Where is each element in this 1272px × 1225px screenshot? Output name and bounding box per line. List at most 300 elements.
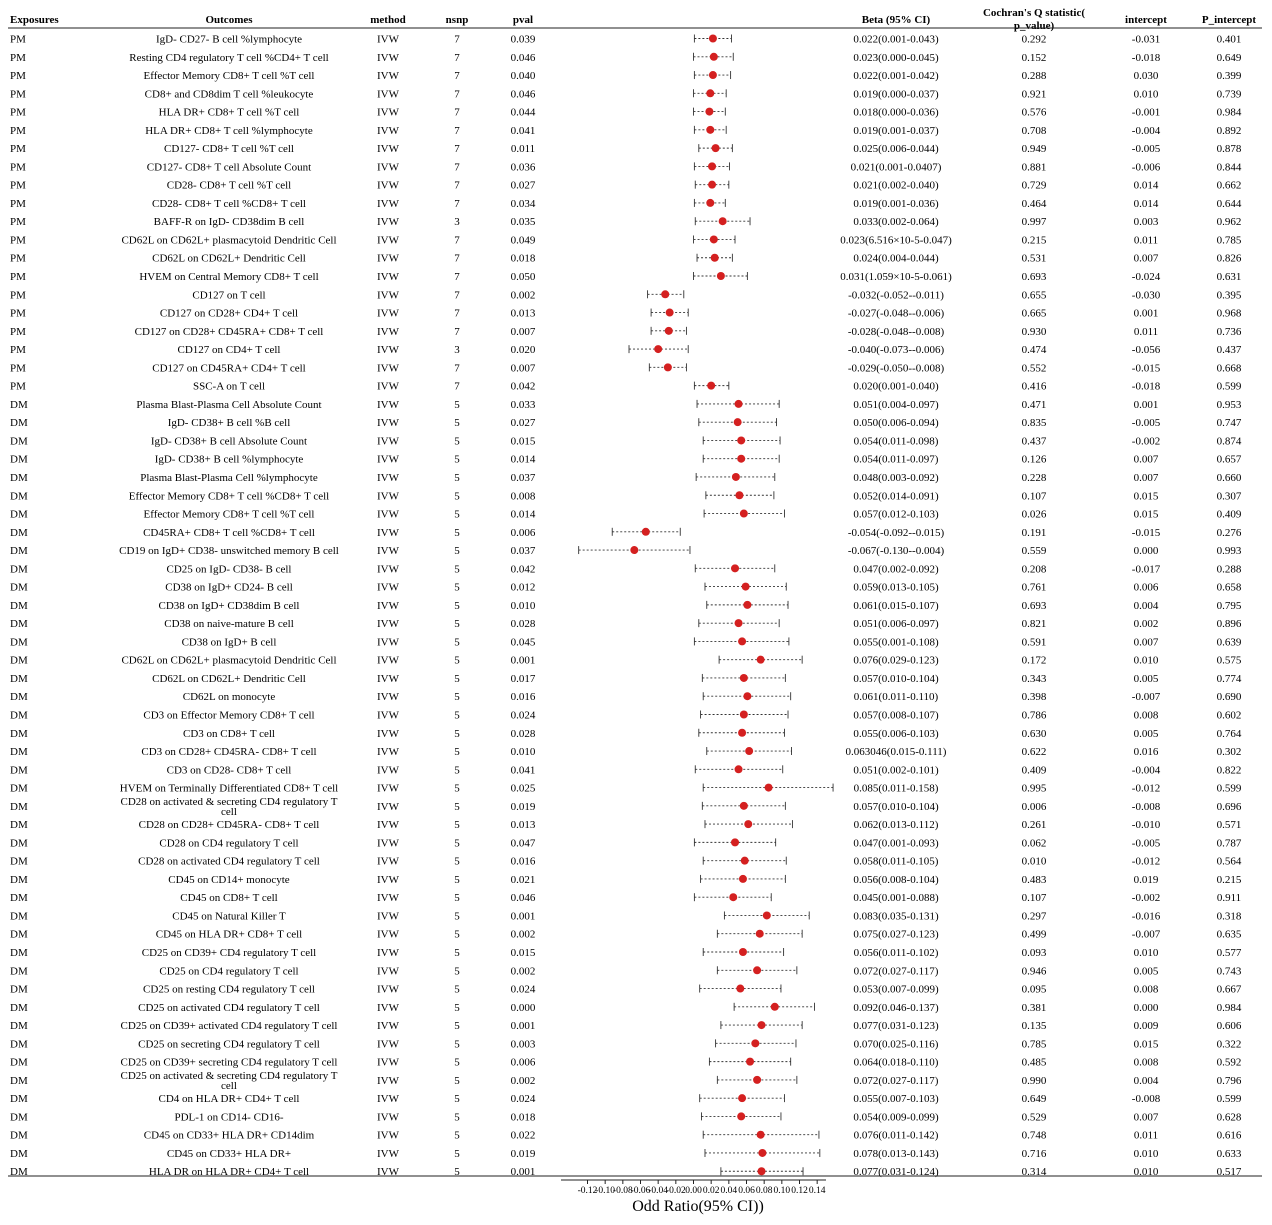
cell-p-intercept: 0.668 xyxy=(1216,362,1242,375)
cell-intercept: -0.015 xyxy=(1131,526,1161,539)
cell-intercept: -0.006 xyxy=(1131,161,1161,174)
cell-pval: 0.018 xyxy=(510,1111,536,1124)
cell-nsnp: 5 xyxy=(454,782,460,795)
cell-nsnp: 5 xyxy=(454,892,460,905)
cell-p-intercept: 0.649 xyxy=(1216,51,1242,64)
cell-exposure: DM xyxy=(10,910,28,923)
table-row xyxy=(10,234,1242,246)
cell-pval: 0.001 xyxy=(510,1020,536,1033)
cell-exposure: DM xyxy=(10,545,28,558)
cell-beta-ci: 0.062(0.013-0.112) xyxy=(853,819,939,832)
cell-exposure: PM xyxy=(10,380,26,393)
table-header xyxy=(8,7,1262,32)
cell-method: IVW xyxy=(377,33,399,46)
cell-p-intercept: 0.577 xyxy=(1216,947,1242,959)
cell-cochran-q: 0.215 xyxy=(1021,234,1047,247)
cell-exposure: PM xyxy=(10,197,26,210)
cell-exposure: DM xyxy=(10,873,28,886)
cell-beta-ci: 0.057(0.010-0.104) xyxy=(853,800,939,813)
cell-method: IVW xyxy=(377,417,399,430)
header-pval: pval xyxy=(512,14,534,26)
cell-method: IVW xyxy=(377,70,399,83)
cell-pval: 0.002 xyxy=(510,1074,536,1087)
cell-method: IVW xyxy=(377,746,399,759)
cell-intercept: -0.012 xyxy=(1131,782,1161,795)
cell-method: IVW xyxy=(377,800,399,813)
cell-p-intercept: 0.657 xyxy=(1216,453,1242,466)
cell-exposure: PM xyxy=(10,325,26,338)
cell-outcome: CD25 on secreting CD4 regulatory T cell xyxy=(138,1038,320,1051)
cell-outcome-cont: cell xyxy=(221,805,237,818)
cell-pval: 0.034 xyxy=(510,197,536,210)
cell-nsnp: 5 xyxy=(454,599,460,612)
cell-p-intercept: 0.743 xyxy=(1216,965,1242,978)
cell-exposure: DM xyxy=(10,1147,28,1160)
cell-beta-ci: -0.027(-0.048--0.006) xyxy=(847,307,945,320)
point-estimate xyxy=(738,729,746,737)
cell-exposure: DM xyxy=(10,1093,28,1106)
cell-cochran-q: 0.409 xyxy=(1021,764,1047,777)
cell-intercept: 0.011 xyxy=(1133,325,1159,338)
cell-pval: 0.028 xyxy=(510,618,536,631)
table-row xyxy=(10,582,1242,594)
cell-exposure: DM xyxy=(10,435,28,448)
header-p-intercept: P_intercept xyxy=(1201,14,1257,26)
point-estimate xyxy=(735,619,743,627)
cell-cochran-q: 0.591 xyxy=(1021,636,1047,649)
cell-nsnp: 5 xyxy=(454,1147,460,1160)
cell-p-intercept: 0.599 xyxy=(1216,1093,1242,1106)
cell-p-intercept: 0.401 xyxy=(1216,33,1242,46)
table-row xyxy=(10,874,1242,886)
point-estimate xyxy=(664,363,672,371)
header-exposures: Exposures xyxy=(10,14,59,26)
cell-exposure: PM xyxy=(10,179,26,192)
cell-nsnp: 5 xyxy=(454,453,460,466)
cell-p-intercept: 0.739 xyxy=(1216,88,1242,101)
cell-pval: 0.013 xyxy=(510,307,536,320)
table-row xyxy=(10,70,1242,82)
cell-method: IVW xyxy=(377,307,399,320)
cell-exposure: PM xyxy=(10,362,26,375)
cell-beta-ci: 0.054(0.009-0.099) xyxy=(853,1111,939,1124)
cell-outcome: CD45 on CD33+ HLA DR+ CD14dim xyxy=(143,1129,315,1142)
cell-intercept: -0.002 xyxy=(1131,435,1161,448)
point-estimate xyxy=(745,747,753,755)
cell-nsnp: 7 xyxy=(454,179,460,192)
cell-nsnp: 5 xyxy=(454,764,460,777)
cell-beta-ci: 0.058(0.011-0.105) xyxy=(853,855,939,868)
cell-cochran-q: 0.716 xyxy=(1021,1147,1047,1160)
cell-intercept: 0.016 xyxy=(1133,746,1159,759)
table-row xyxy=(10,746,1241,758)
cell-pval: 0.025 xyxy=(510,782,536,795)
cell-pval: 0.001 xyxy=(510,654,536,667)
cell-exposure: DM xyxy=(10,764,28,777)
table-row xyxy=(10,253,1242,265)
cell-nsnp: 7 xyxy=(454,234,460,247)
cell-method: IVW xyxy=(377,471,399,484)
cell-nsnp: 5 xyxy=(454,636,460,649)
cell-cochran-q: 0.107 xyxy=(1021,490,1047,503)
table-row xyxy=(10,417,1242,429)
cell-intercept: 0.005 xyxy=(1133,965,1159,978)
cell-cochran-q: 0.995 xyxy=(1021,782,1047,795)
header-beta: Beta (95% CI) xyxy=(861,14,931,26)
table-row xyxy=(10,198,1242,210)
cell-intercept: 0.000 xyxy=(1133,545,1159,558)
cell-intercept: -0.005 xyxy=(1131,417,1161,430)
cell-beta-ci: 0.053(0.007-0.099) xyxy=(853,983,939,996)
table-row xyxy=(10,892,1241,904)
cell-p-intercept: 0.635 xyxy=(1216,928,1242,941)
table-row xyxy=(10,764,1241,776)
table-row xyxy=(10,1093,1242,1105)
cell-cochran-q: 0.748 xyxy=(1021,1129,1047,1142)
cell-outcome: CD127 on CD28+ CD45RA+ CD8+ T cell xyxy=(134,325,324,338)
cell-exposure: DM xyxy=(10,508,28,521)
cell-exposure: DM xyxy=(10,398,28,411)
cell-nsnp: 5 xyxy=(454,417,460,430)
cell-pval: 0.001 xyxy=(510,1166,536,1179)
cell-p-intercept: 0.399 xyxy=(1216,70,1242,83)
header-cochran-q-line1: Cochran's Q statistic( xyxy=(982,7,1086,19)
cell-exposure: DM xyxy=(10,563,28,576)
cell-p-intercept: 0.606 xyxy=(1216,1020,1242,1033)
cell-nsnp: 5 xyxy=(454,965,460,978)
table-row xyxy=(10,271,1241,283)
cell-intercept: 0.011 xyxy=(1133,1129,1159,1142)
point-estimate xyxy=(732,473,740,481)
cell-cochran-q: 0.529 xyxy=(1021,1111,1047,1124)
cell-cochran-q: 0.990 xyxy=(1021,1074,1047,1087)
cell-exposure: PM xyxy=(10,307,26,320)
header-nsnp: nsnp xyxy=(445,14,469,26)
cell-beta-ci: 0.072(0.027-0.117) xyxy=(853,965,939,978)
cell-exposure: DM xyxy=(10,1020,28,1033)
cell-p-intercept: 0.322 xyxy=(1216,1038,1242,1051)
cell-cochran-q: 0.026 xyxy=(1021,508,1047,521)
cell-pval: 0.036 xyxy=(510,161,536,174)
cell-outcome: HLA DR on HLA DR+ CD4+ T cell xyxy=(148,1166,310,1179)
cell-beta-ci: 0.077(0.031-0.124) xyxy=(853,1166,939,1179)
cell-pval: 0.014 xyxy=(510,453,536,466)
cell-p-intercept: 0.575 xyxy=(1216,654,1242,667)
table-row xyxy=(10,490,1242,502)
cell-cochran-q: 0.499 xyxy=(1021,928,1047,941)
table-row xyxy=(10,1057,1241,1069)
point-estimate xyxy=(771,1003,779,1011)
cell-method: IVW xyxy=(377,179,399,192)
cell-beta-ci: 0.022(0.001-0.043) xyxy=(853,33,939,46)
cell-outcome: HLA DR+ CD8+ T cell %T cell xyxy=(158,106,300,119)
cell-beta-ci: -0.040(-0.073--0.006) xyxy=(847,344,945,357)
point-estimate xyxy=(740,710,748,718)
cell-beta-ci: 0.057(0.008-0.107) xyxy=(853,709,939,722)
cell-beta-ci: 0.054(0.011-0.098) xyxy=(853,435,939,448)
cell-beta-ci: 0.054(0.011-0.097) xyxy=(853,453,939,466)
x-tick-label: 0.02 xyxy=(702,1186,720,1196)
point-estimate xyxy=(709,35,717,43)
cell-outcome: Plasma Blast-Plasma Cell Absolute Count xyxy=(136,398,322,411)
point-estimate xyxy=(756,930,764,938)
point-estimate xyxy=(735,400,743,408)
cell-intercept: 0.011 xyxy=(1133,234,1159,247)
cell-nsnp: 5 xyxy=(454,819,460,832)
cell-outcome: CD28 on activated & secreting CD4 regulatory T xyxy=(120,795,338,808)
cell-cochran-q: 0.006 xyxy=(1021,800,1047,813)
cell-exposure: DM xyxy=(10,526,28,539)
cell-outcome: CD45 on CD8+ T cell xyxy=(180,892,278,905)
cell-p-intercept: 0.599 xyxy=(1216,782,1242,795)
cell-outcome: CD3 on CD28+ CD45RA- CD8+ T cell xyxy=(141,746,317,759)
cell-intercept: 0.010 xyxy=(1133,1147,1159,1160)
cell-pval: 0.041 xyxy=(510,764,536,777)
cell-p-intercept: 0.774 xyxy=(1216,672,1242,685)
point-estimate xyxy=(757,656,765,664)
cell-outcome: IgD- CD27- B cell %lymphocyte xyxy=(155,33,303,46)
cell-exposure: DM xyxy=(10,654,28,667)
cell-pval: 0.045 xyxy=(510,636,536,649)
cell-method: IVW xyxy=(377,947,399,959)
point-estimate xyxy=(753,1076,761,1084)
cell-pval: 0.007 xyxy=(510,325,536,338)
cell-cochran-q: 0.292 xyxy=(1021,33,1047,46)
table-row xyxy=(10,161,1242,173)
cell-p-intercept: 0.785 xyxy=(1216,234,1242,247)
cell-pval: 0.028 xyxy=(510,727,536,740)
cell-nsnp: 7 xyxy=(454,143,460,156)
cell-exposure: DM xyxy=(10,1111,28,1124)
cell-pval: 0.011 xyxy=(510,143,536,156)
cell-p-intercept: 0.795 xyxy=(1216,599,1242,612)
table-row xyxy=(10,527,1242,539)
cell-intercept: 0.008 xyxy=(1133,1056,1159,1069)
cell-pval: 0.003 xyxy=(510,1038,536,1051)
cell-intercept: -0.010 xyxy=(1131,819,1161,832)
cell-intercept: -0.056 xyxy=(1131,344,1161,357)
cell-beta-ci: 0.085(0.011-0.158) xyxy=(853,782,939,795)
cell-nsnp: 5 xyxy=(454,928,460,941)
cell-outcome: CD19 on IgD+ CD38- unswitched memory B cell xyxy=(119,545,339,558)
cell-cochran-q: 0.630 xyxy=(1021,727,1047,740)
cell-cochran-q: 0.559 xyxy=(1021,545,1047,558)
cell-outcome: CD45 on Natural Killer T xyxy=(172,910,286,923)
cell-exposure: DM xyxy=(10,453,28,466)
cell-method: IVW xyxy=(377,1038,399,1051)
point-estimate xyxy=(719,217,727,225)
cell-nsnp: 5 xyxy=(454,1129,460,1142)
point-estimate xyxy=(735,765,743,773)
cell-intercept: 0.002 xyxy=(1133,618,1159,631)
cell-method: IVW xyxy=(377,435,399,448)
table-row xyxy=(10,1020,1242,1032)
cell-cochran-q: 0.785 xyxy=(1021,1038,1047,1051)
cell-exposure: DM xyxy=(10,800,28,813)
cell-nsnp: 5 xyxy=(454,691,460,704)
cell-pval: 0.044 xyxy=(510,106,536,119)
cell-intercept: 0.014 xyxy=(1133,197,1159,210)
cell-intercept: 0.007 xyxy=(1133,1111,1159,1124)
cell-exposure: DM xyxy=(10,1038,28,1051)
cell-outcome: BAFF-R on IgD- CD38dim B cell xyxy=(153,216,305,229)
cell-p-intercept: 0.878 xyxy=(1216,143,1242,156)
cell-exposure: DM xyxy=(10,636,28,649)
cell-beta-ci: 0.063046(0.015-0.111) xyxy=(845,746,947,759)
cell-nsnp: 5 xyxy=(454,672,460,685)
cell-pval: 0.027 xyxy=(510,179,536,192)
cell-beta-ci: -0.029(-0.050--0.008) xyxy=(847,362,945,375)
cell-nsnp: 7 xyxy=(454,289,460,302)
cell-pval: 0.024 xyxy=(510,983,536,996)
cell-cochran-q: 0.552 xyxy=(1021,362,1047,375)
cell-nsnp: 5 xyxy=(454,837,460,850)
cell-exposure: PM xyxy=(10,271,26,284)
cell-exposure: DM xyxy=(10,892,28,905)
cell-intercept: -0.007 xyxy=(1131,928,1161,941)
cell-pval: 0.027 xyxy=(510,417,536,430)
cell-method: IVW xyxy=(377,234,399,247)
cell-outcome: Effector Memory CD8+ T cell %T cell xyxy=(143,70,315,83)
table-row xyxy=(10,636,1242,648)
header-outcomes: Outcomes xyxy=(205,14,253,26)
cell-outcome: CD25 on CD4 regulatory T cell xyxy=(159,965,299,978)
cell-intercept: 0.015 xyxy=(1133,508,1159,521)
cell-exposure: DM xyxy=(10,1001,28,1014)
point-estimate xyxy=(753,966,761,974)
cell-cochran-q: 0.288 xyxy=(1021,70,1047,83)
cell-exposure: PM xyxy=(10,51,26,64)
cell-p-intercept: 0.602 xyxy=(1216,709,1242,722)
cell-method: IVW xyxy=(377,508,399,521)
cell-pval: 0.010 xyxy=(510,599,536,612)
point-estimate xyxy=(709,71,717,79)
cell-cochran-q: 0.693 xyxy=(1021,599,1047,612)
cell-outcome: CD28 on activated CD4 regulatory T cell xyxy=(138,855,320,868)
cell-nsnp: 5 xyxy=(454,1001,460,1014)
cell-nsnp: 7 xyxy=(454,252,460,265)
cell-intercept: 0.007 xyxy=(1133,453,1159,466)
table-row xyxy=(10,125,1241,137)
x-tick-label: -0.08 xyxy=(612,1186,633,1196)
cell-beta-ci: 0.051(0.004-0.097) xyxy=(853,398,939,411)
cell-method: IVW xyxy=(377,672,399,685)
cell-method: IVW xyxy=(377,545,399,558)
cell-outcome: CD25 on activated CD4 regulatory T cell xyxy=(138,1001,320,1014)
cell-beta-ci: -0.054(-0.092--0.015) xyxy=(847,526,945,539)
point-estimate xyxy=(710,235,718,243)
point-estimate xyxy=(642,528,650,536)
cell-exposure: DM xyxy=(10,965,28,978)
table-row xyxy=(10,910,1242,922)
cell-p-intercept: 0.844 xyxy=(1216,161,1242,174)
cell-p-intercept: 0.826 xyxy=(1216,252,1242,265)
cell-pval: 0.042 xyxy=(510,563,536,576)
point-estimate xyxy=(711,254,719,262)
cell-exposure: DM xyxy=(10,471,28,484)
point-estimate xyxy=(706,199,714,207)
x-tick-label: -0.06 xyxy=(630,1186,651,1196)
cell-nsnp: 5 xyxy=(454,873,460,886)
table-row xyxy=(10,783,1242,795)
point-estimate xyxy=(729,893,737,901)
cell-p-intercept: 0.796 xyxy=(1216,1074,1242,1087)
cell-exposure: PM xyxy=(10,70,26,83)
cell-beta-ci: 0.052(0.014-0.091) xyxy=(853,490,939,503)
cell-method: IVW xyxy=(377,563,399,576)
cell-p-intercept: 0.395 xyxy=(1216,289,1242,302)
cell-outcome: CD28- CD8+ T cell %T cell xyxy=(166,179,292,192)
cell-outcome: CD127- CD8+ T cell Absolute Count xyxy=(146,161,312,174)
cell-nsnp: 5 xyxy=(454,1074,460,1087)
cell-pval: 0.016 xyxy=(510,691,536,704)
cell-intercept: 0.010 xyxy=(1133,654,1159,667)
cell-method: IVW xyxy=(377,1056,399,1069)
cell-pval: 0.006 xyxy=(510,1056,536,1069)
table-row xyxy=(10,216,1241,228)
point-estimate xyxy=(708,181,716,189)
point-estimate xyxy=(737,1112,745,1120)
cell-p-intercept: 0.592 xyxy=(1216,1056,1242,1069)
cell-method: IVW xyxy=(377,216,399,229)
cell-exposure: DM xyxy=(10,782,28,795)
cell-method: IVW xyxy=(377,1001,399,1014)
table-row xyxy=(10,107,1242,119)
point-estimate xyxy=(751,1039,759,1047)
point-estimate xyxy=(731,564,739,572)
cell-nsnp: 7 xyxy=(454,362,460,375)
table-row xyxy=(10,673,1242,685)
cell-outcome: CD45 on CD33+ HLA DR+ xyxy=(166,1147,292,1160)
cell-p-intercept: 0.437 xyxy=(1216,344,1242,357)
table-row xyxy=(10,344,1242,356)
cell-cochran-q: 0.095 xyxy=(1021,983,1047,996)
point-estimate xyxy=(738,1094,746,1102)
cell-intercept: -0.004 xyxy=(1131,764,1161,777)
cell-p-intercept: 0.896 xyxy=(1216,618,1242,631)
cell-beta-ci: 0.055(0.007-0.103) xyxy=(853,1093,939,1106)
cell-p-intercept: 0.984 xyxy=(1216,1001,1242,1014)
cell-exposure: PM xyxy=(10,106,26,119)
cell-pval: 0.050 xyxy=(510,271,536,284)
point-estimate xyxy=(735,491,743,499)
x-axis xyxy=(561,1180,826,1196)
cell-nsnp: 5 xyxy=(454,526,460,539)
table-row xyxy=(10,856,1242,868)
cell-exposure: DM xyxy=(10,490,28,503)
cell-p-intercept: 0.639 xyxy=(1216,636,1242,649)
cell-pval: 0.039 xyxy=(510,33,536,46)
point-estimate xyxy=(743,692,751,700)
cell-cochran-q: 0.135 xyxy=(1021,1020,1047,1033)
cell-outcome: IgD- CD38+ B cell %lymphocyte xyxy=(154,453,304,466)
cell-method: IVW xyxy=(377,380,399,393)
cell-nsnp: 7 xyxy=(454,106,460,119)
cell-pval: 0.024 xyxy=(510,1093,536,1106)
point-estimate xyxy=(757,1131,765,1139)
cell-p-intercept: 0.822 xyxy=(1216,764,1242,777)
cell-cochran-q: 0.835 xyxy=(1021,417,1047,430)
cell-nsnp: 7 xyxy=(454,271,460,284)
x-tick-label: 0.04 xyxy=(720,1186,738,1196)
header-cochran-q-line2: p_value) xyxy=(1013,20,1055,32)
cell-p-intercept: 0.953 xyxy=(1216,398,1242,411)
cell-method: IVW xyxy=(377,252,399,265)
x-tick-label: -0.10 xyxy=(595,1186,616,1196)
cell-outcome: IgD- CD38+ B cell %B cell xyxy=(167,417,291,430)
cell-beta-ci: 0.019(0.001-0.036) xyxy=(853,197,939,210)
cell-nsnp: 5 xyxy=(454,983,460,996)
